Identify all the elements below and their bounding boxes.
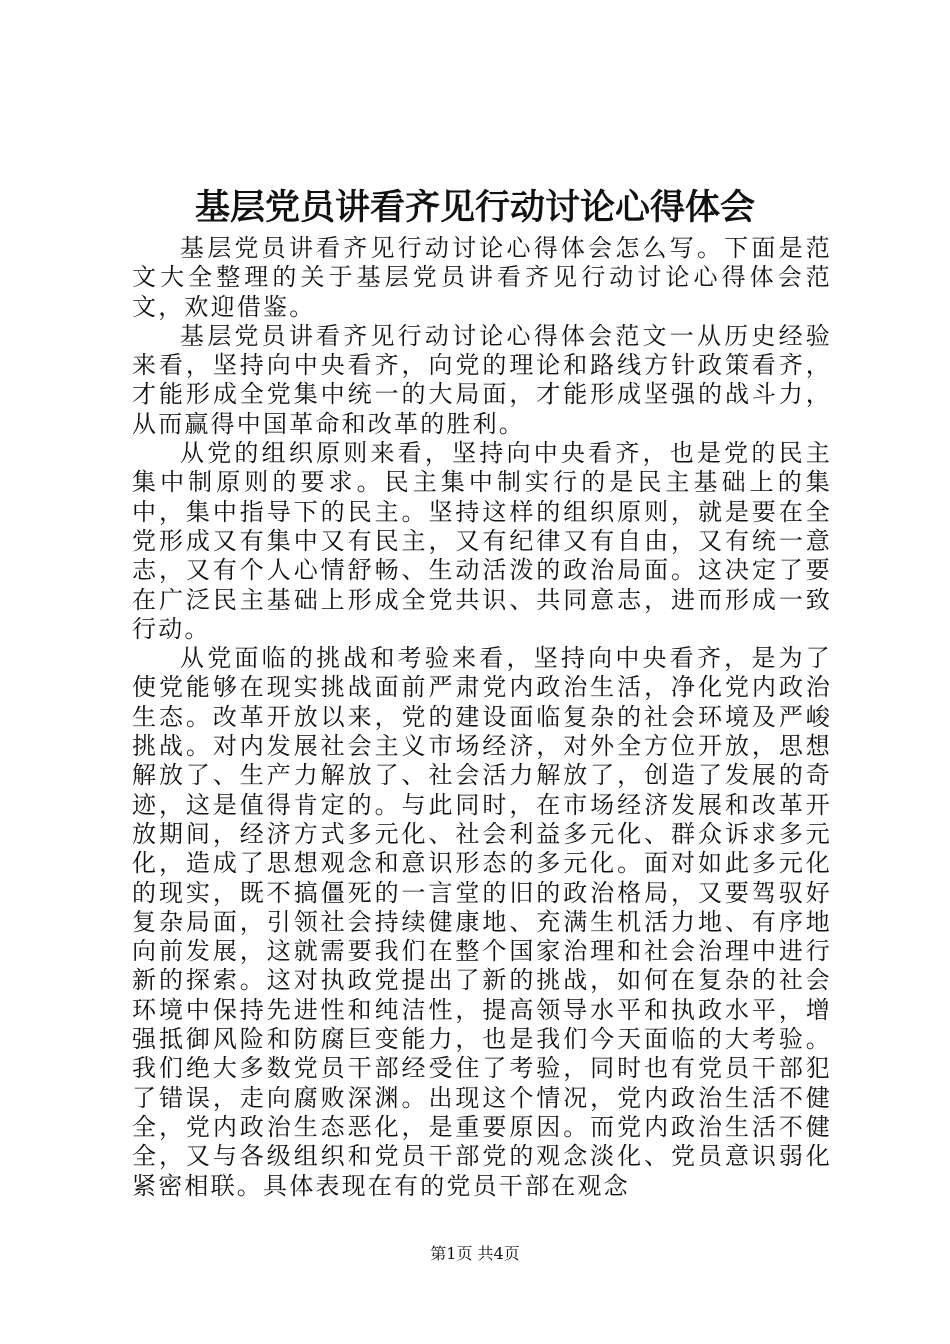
paragraph-history: 基层党员讲看齐见行动讨论心得体会范文一从历史经验来看，坚持向中央看齐，向党的理论和路线方针政策看齐，才能形成全党集中统一的大局面，才能形成坚强的战斗力，从而赢得中国革命和改革的胜利。 [132,321,832,438]
paragraph-intro: 基层党员讲看齐见行动讨论心得体会怎么写。下面是范文大全整理的关于基层党员讲看齐见行动讨论心得体会范文，欢迎借鉴。 [132,234,832,321]
paragraph-challenges: 从党面临的挑战和考验来看，坚持向中央看齐，是为了使党能够在现实挑战面前严肃党内政治生活，净化党内政治生态。改革开放以来，党的建设面临复杂的社会环境及严峻挑战。对内发展社会主义市场经济，对外全方位开放，思想解放了、生产力解放了、社会活力解放了，创造了发展的奇迹，这是值得肯定的。与此同时，在市场经济发展和改革开放期间，经济方式多元化、社会利益多元化、群众诉求多元化，造成了思想观念和意识形态的多元化。面对如此多元化的现实，既不搞僵死的一言堂的旧的政治格局，又要驾驭好复杂局面，引领社会持续健康地、充满生机活力地、有序地向前发展，这就需要我们在整个国家治理和社会治理中进行新的探索。这对执政党提出了新的挑战，如何在复杂的社会环境中保持先进性和纯洁性，提高领导水平和执政水平，增强抵御风险和防腐巨变能力，也是我们今天面临的大考验。我们绝大多数党员干部经受住了考验，同时也有党员干部犯了错误，走向腐败深渊。出现这个情况，党内政治生活不健全，党内政治生态恶化，是重要原因。而党内政治生活不健全，又与各级组织和党员干部党的观念淡化、党员意识弱化紧密相联。具体表现在有的党员干部在观念 [132,644,832,1200]
page-footer: 第1页 共4页 [430,1244,520,1263]
document-body [132,234,832,1201]
document-title: 基层党员讲看齐见行动讨论心得体会 [194,187,755,228]
paragraph-organization: 从党的组织原则来看，坚持向中央看齐，也是党的民主集中制原则的要求。民主集中制实行的是民主基础上的集中，集中指导下的民主。坚持这样的组织原则，就是要在全党形成又有集中又有民主，又有纪律又有自由，又有统一意志，又有个人心情舒畅、生动活泼的政治局面。这决定了要在广泛民主基础上形成全党共识、共同意志，进而形成一致行动。 [132,439,832,643]
